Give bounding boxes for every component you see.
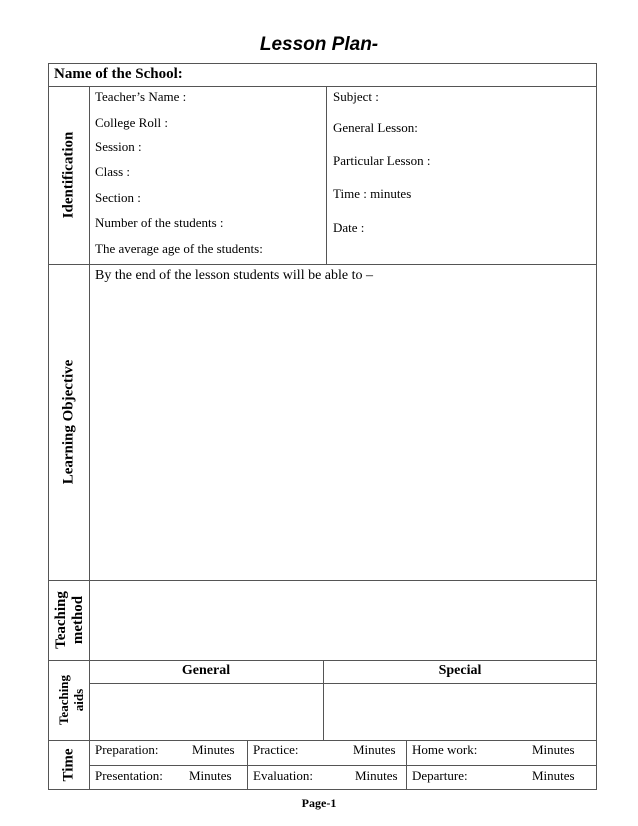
particular-lesson-field: Particular Lesson : (333, 153, 431, 168)
row-divider (48, 740, 597, 741)
row-divider (48, 580, 597, 581)
general-lesson-field: General Lesson: (333, 120, 418, 135)
homework-label: Home work: (412, 742, 478, 757)
practice-minutes: Minutes (353, 742, 396, 757)
page-title: Lesson Plan- (259, 34, 379, 55)
subject-field: Subject : (333, 89, 379, 104)
class-field: Class : (95, 164, 131, 179)
section-field: Section : (95, 190, 141, 205)
objective-text: By the end of the lesson students will be able to – (95, 268, 374, 283)
column-divider (326, 86, 327, 264)
time-label: Time (60, 748, 77, 782)
page-number: Page-1 (301, 796, 337, 810)
average-age-field: The average age of the students: (95, 241, 263, 256)
evaluation-label: Evaluation: (253, 768, 313, 783)
time-minutes-field: Time : minutes (333, 186, 412, 201)
date-field: Date : (333, 220, 365, 235)
session-field: Session : (95, 139, 142, 154)
college-roll-field: College Roll : (95, 115, 168, 130)
presentation-minutes: Minutes (189, 768, 232, 783)
identification-label: Identification (60, 131, 77, 219)
departure-minutes: Minutes (532, 768, 575, 783)
departure-label: Departure: (412, 768, 468, 783)
teacher-name-field: Teacher’s Name : (95, 89, 187, 104)
presentation-label: Presentation: (95, 768, 163, 783)
aids-special-header: Special (438, 663, 482, 678)
teaching-aids-label: Teaching aids (56, 674, 86, 726)
row-divider (48, 86, 597, 87)
teaching-method-label: Teaching method (53, 591, 86, 649)
column-divider (406, 740, 407, 790)
evaluation-minutes: Minutes (355, 768, 398, 783)
row-divider (89, 765, 597, 766)
column-divider (247, 740, 248, 790)
preparation-label: Preparation: (95, 742, 159, 757)
preparation-minutes: Minutes (192, 742, 235, 757)
school-name-label: Name of the School: (54, 66, 183, 82)
row-divider (48, 264, 597, 265)
number-of-students-field: Number of the students : (95, 215, 224, 230)
practice-label: Practice: (253, 742, 299, 757)
row-divider (89, 683, 597, 684)
learning-objective-label: Learning Objective (60, 359, 77, 485)
homework-minutes: Minutes (532, 742, 575, 757)
aids-general-header: General (181, 663, 231, 678)
column-divider (89, 86, 90, 790)
